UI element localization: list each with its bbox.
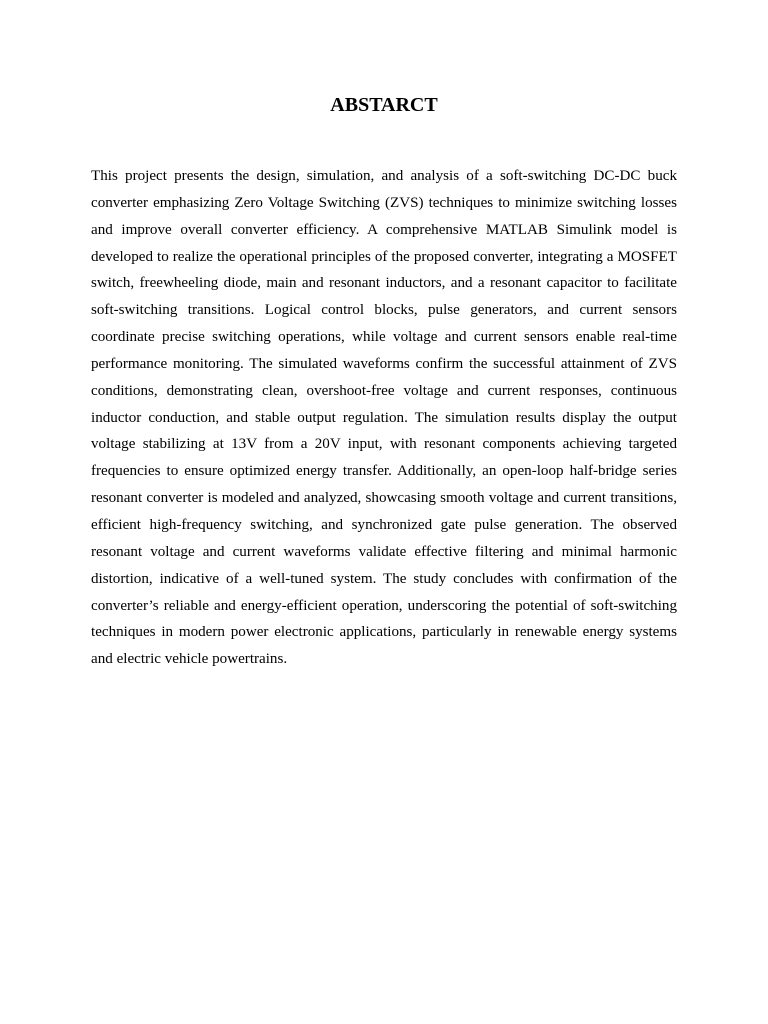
page-title: ABSTARCT <box>330 94 438 116</box>
abstract-paragraph: This project presents the design, simulation, and analysis of a soft-switching DC-DC buck converter emphasizing Zero Voltage Switching (ZVS) techniques to minimize switching losses and improve overall converter efficiency. A comprehensive MATLAB Simulink model is developed to realize the operational principles of the proposed converter, integrating a MOSFET switch, freewheeling diode, main and resonant inductors, and a resonant capacitor to facilitate soft-switching transitions. Logical control blocks, pulse generators, and current sensors coordinate precise switching operations, while voltage and current sensors enable real-time performance monitoring. The simulated waveforms confirm the successful attainment of ZVS conditions, demonstrating clean, overshoot-free voltage and current responses, continuous inductor conduction, and stable output regulation. The simulation results display the output voltage stabilizing at 13V from a 20V input, with resonant components achieving targeted frequencies to ensure optimized energy transfer. Additionally, an open-loop half-bridge series resonant converter is modeled and analyzed, showcasing smooth voltage and current transitions, efficient high-frequency switching, and synchronized gate pulse generation. The observed resonant voltage and current waveforms validate effective filtering and minimal harmonic distortion, indicative of a well-tuned system. The study concludes with confirmation of the converter’s reliable and energy-efficient operation, underscoring the potential of soft-switching techniques in modern power electronic applications, particularly in renewable energy systems and electric vehicle powertrains. <box>91 168 677 668</box>
